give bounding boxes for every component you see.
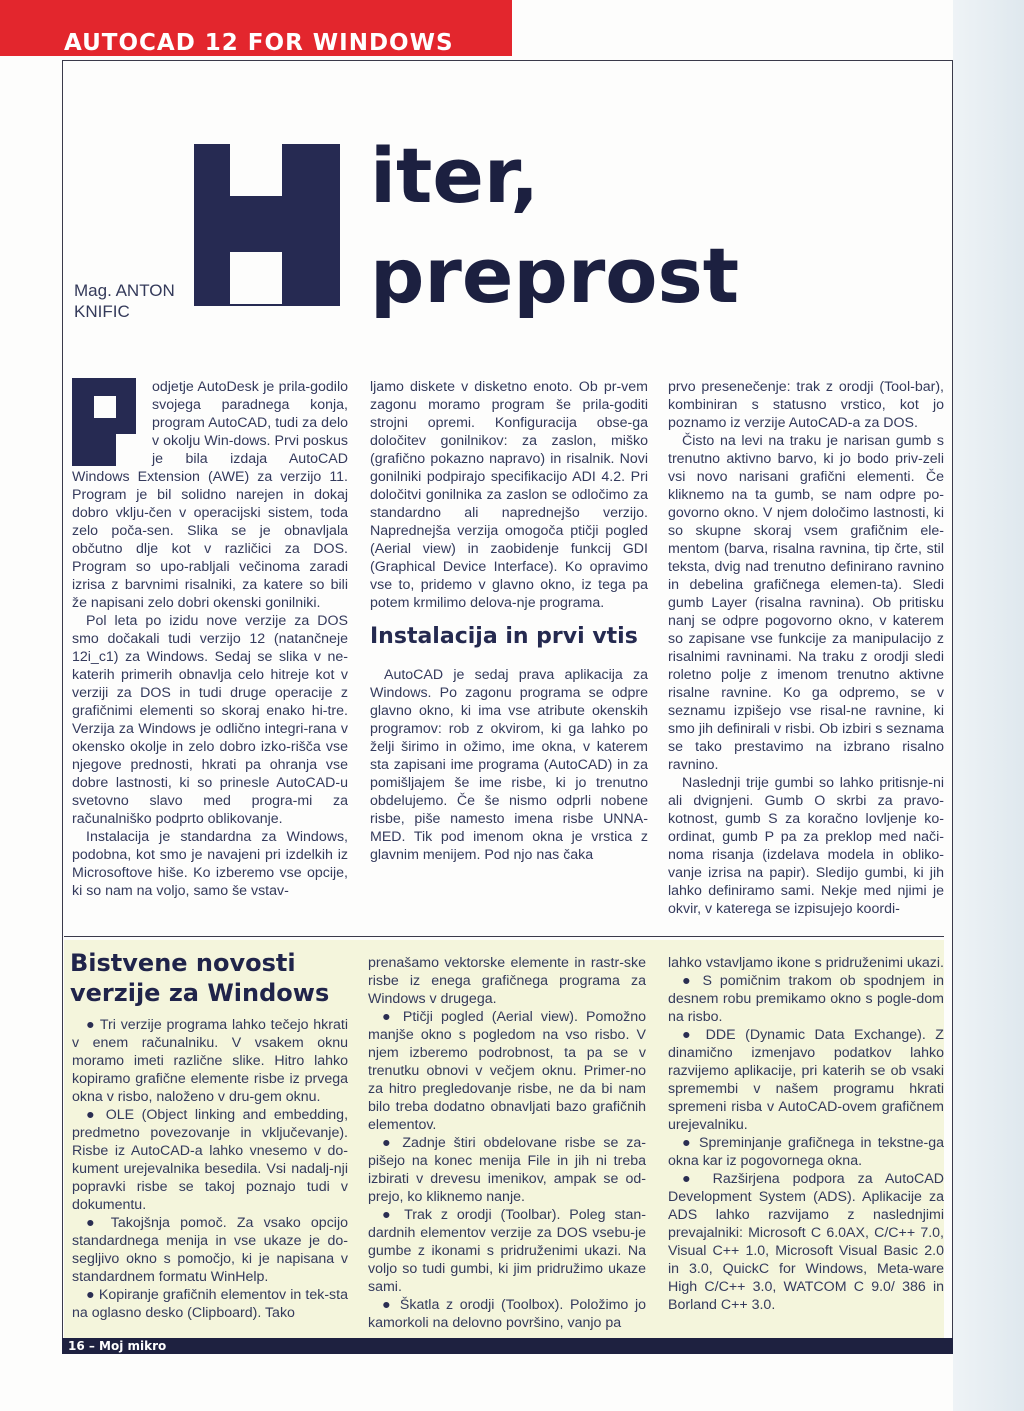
section-divider [64, 936, 944, 937]
author-line-1: Mag. ANTON [74, 281, 175, 300]
page-footer [62, 1338, 953, 1354]
author-line-2: KNIFIC [74, 302, 130, 321]
paragraph: Instalacija je standardna za Windows, podobna, kot smo je navajeni pri izdelkih iz Microsoftove hiše. Ko izberemo vse opcije, ki so nam na voljo, samo še vstav- [72, 829, 348, 899]
bullet-item: ● OLE (Object linking and embedding, predmetno povezovanje in vključevanje). Risbe iz AutoCAD-a lahko vnesemo v do-kument urejevalnika besedila. Vsi nadalj-nji popravki risbe se takoj poznajo tudi v dokumentu. [72, 1107, 349, 1213]
title-line-2: preprost [370, 231, 740, 320]
bullet-icon: ● [382, 1135, 395, 1151]
bullet-item: ● Razširjena podpora za AutoCAD Development System (ADS). Aplikacije za ADS lahko razvijamo z naslednjimi prevajalniki: Microsoft C 6.0AX, C/C++ 7.0, Visual C++ 1.0, Microsoft Visual Basic 2.0 in 3.0, QuickC for Windows, Meta-ware High C/C++ 3.0, WATCOM C 9.0/ 386 in Borland C++ 3.0. [668, 1171, 944, 1313]
article-column-3 [668, 378, 944, 918]
paragraph: ljamo diskete v disketno enoto. Ob pr-vem zagonu moramo program še prila-goditi strojni opremi. Konfiguracija obse-ga določitev gonilnikov: za zaslon, miško (grafično pokazno napravo) in risalnik. Novi gonilniki podpirajo specifikacijo ADI 4.2. Pri določitvi gonilnika za zaslon se odločimo za standardno ali naprednejšo verzijo. Naprednejša verzija omogoča ptičji pogled (Aerial view) in zaobidenje funkcij GDI (Graphical Device Interface). Ko opravimo vse to, pridemo v glavno okno, iz tega pa potem krmilimo delova-nje programa. [370, 379, 648, 611]
bullet-item: ● Tri verzije programa lahko tečejo hkrati v enem računalniku. V vsakem oknu moramo imeti različne slike. Hitro lahko kopiramo grafične elemente risbe iz prvega okna v risbo, naloženo v dru-gem oknu. [72, 1017, 348, 1105]
bullet-item: ● DDE (Dynamic Data Exchange). Z dinamično izmenjavo podatkov lahko razvijemo aplikacije, pri katerih se ob vsaki spremembi v našem programu hkrati spremeni risba v AutoCAD-ovem grafičnem urejevalniku. [668, 1027, 944, 1133]
bullet-item: ● Takojšnja pomoč. Za vsako opcijo standardnega menija in vse ukaze je do-segljivo okno s pomočjo, ki je napisana v standardnem formatu WinHelp. [72, 1215, 348, 1285]
bullet-continuation: prenašamo vektorske elemente in rastr-ske risbe iz enega grafičnega programa za Windows v drugega. [368, 955, 646, 1007]
title-initial-h [194, 144, 340, 306]
section-label: AUTOCAD 12 FOR WINDOWS [64, 30, 454, 56]
box-heading [70, 948, 329, 1008]
bullet-item: ● S pomičnim trakom ob spodnjem in desnem robu premikamo okno s pogle-dom na risbo. [668, 973, 944, 1025]
bullet-icon: ● [86, 1017, 96, 1033]
bullet-icon: ● [682, 1171, 700, 1187]
paragraph: odjetje AutoDesk je prila-godilo svojega paradnega konja, program AutoCAD, tudi za delo v okolju Win-dows. Prvi poskus je bila izdaja AutoCAD Windows Extension (AWE) za verzijo 11. Program je bil solidno narejen in dokaj dobro vklju-čen v operacijski sistem, toda zelo poča-sen. Slika se je obnavljala občutno dlje kot v različici za DOS. Program so upo-rabljali večinoma zaradi izrisa z barvnimi risalniki, za katere so bili že napisani zelo dobri okenski gonilniki. [72, 379, 348, 611]
paragraph: AutoCAD je sedaj prava aplikacija za Windows. Po zagonu programa se odpre glavno okno, ki ima vse atribute okenskih programov: rob z okvirom, ki ga lahko po želji širimo in ožimo, ime okna, v katerem sta zapisani ime programa (AutoCAD) in za pomišljajem še ime risbe, ki jo trenutno obdelujemo. Če še nismo odprli nobene risbe, piše namesto imena risbe UNNA-MED. Tik pod imenom okna je vrstica z glavnim menijem. Pod njo nas čaka [370, 667, 648, 863]
bullet-icon: ● [382, 1207, 396, 1223]
bullet-icon: ● [682, 973, 695, 989]
author [74, 280, 175, 322]
bullet-continuation: lahko vstavljamo ikone s pridruženimi ukazi. [668, 955, 944, 971]
page-edge [953, 0, 1024, 1411]
article-column-1 [72, 378, 348, 900]
paragraph: Pol leta po izidu nove verzije za DOS smo dočakali tudi verzijo 12 (natančneje 12i_c1) za Windows. Sedaj se slika v ne-katerih primerih obnavlja celo hitreje kot v verziji za DOS in tudi druge operacije z grafičnimi elementi so skoraj enako hi-tre. Verzija za Windows je odlično integri-rana v okensko okolje in zelo dobro izko-rišča vse njegove prednosti, hkrati pa ohranja vse dobre lastnosti, ki so prinesle AutoCAD-u svetovno slavo med progra-mi za računalniško podprto oblikovanje. [72, 613, 348, 827]
drop-cap-p [72, 378, 142, 466]
bullet-item: ● Škatla z orodji (Toolbox). Položimo jo kamorkoli na delovno površino, vanjo pa [368, 1297, 646, 1331]
subheading: Instalacija in prvi vtis [370, 624, 638, 649]
bullet-item: ● Spreminjanje grafičnega in tekstne-ga okna kar iz pogovornega okna. [668, 1135, 944, 1169]
bullet-icon: ● [86, 1287, 95, 1303]
box-column-2 [368, 954, 646, 1332]
bullet-item: ● Zadnje štiri obdelovane risbe se za-pišejo na konec menija File in jih ni treba izbirati v drevesu imenikov, ampak se od-prejo, ko kliknemo nanje. [368, 1135, 646, 1205]
paragraph: prvo presenečenje: trak z orodji (Tool-bar), kombiniran s statusno vrstico, kot jo poznamo iz verzije AutoCAD-a za DOS. [668, 379, 944, 431]
box-column-1 [72, 1016, 348, 1322]
page-number-label: 16 – Moj mikro [68, 1339, 167, 1353]
box-column-3 [668, 954, 944, 1314]
article-column-2 [370, 378, 648, 864]
box-heading-line-1: Bistvene novosti [70, 949, 296, 977]
bullet-icon: ● [382, 1297, 394, 1313]
box-heading-line-2: verzije za Windows [70, 979, 330, 1007]
bullet-icon: ● [86, 1107, 99, 1123]
bullet-item: ● Ptičji pogled (Aerial view). Pomožno manjše okno s pogledom na vso risbo. V njem izberemo podrobnost, ta pa se v trenutku obnovi v večjem oknu. Primer-no za hitro pregledovanje risbe, ne da bi nam bilo treba dodatno obnavljati bazo grafičnih elementov. [368, 1009, 646, 1133]
paragraph: Naslednji trije gumbi so lahko pritisnje-ni ali dvignjeni. Gumb O skrbi za pravo-kotnost, gumb S za koračno lovljenje ko-ordinat, gumb P pa za preklop med nači-noma risanja (izdelava modela in obliko-vanje izrisa na papir). Sledijo gumbi, ki jih lahko definiramo sami. Nekje med njimi je okvir, v katerega se izpisujejo koordi- [668, 775, 944, 917]
bullet-item: ● Trak z orodji (Toolbar). Poleg stan-dardnih elementov verzije za DOS vsebu-je gumbe z ikonami s pridruženimi ukazi. Na voljo so tudi gumbi, ki jim pridružimo ukaze sami. [368, 1207, 647, 1295]
title-line-1: iter, [370, 131, 540, 220]
bullet-icon: ● [86, 1215, 101, 1231]
bullet-icon: ● [682, 1027, 697, 1043]
paragraph: Čisto na levi na traku je narisan gumb s trenutno aktivno barvo, ki jo bodo priv-zeli vsi novo narisani grafični elementi. Če kliknemo na ta gumb, se nam odpre po-govorno okno. V njem določimo lastnosti, ki so skupne skoraj vsem grafičnim ele-mentom (barva, risalna ravnina, tip črte, stil teksta, dvig nad trenutno definirano ravnino in debelina grafičnega elemen-ta). Sledi gumb Layer (risalna ravnina). Ob pritisku nanj se odpre pogovorno okno, v katerem so zapisane vse funkcije za manipulacijo z risalnimi ravninami. Na traku z orodji sledi roletno polje z imenom trenutno aktivne risalne ravnine. Ko ga odpremo, se v seznamu izpišejo vse risal-ne ravnine, ki smo jih definirali v risbi. Ob izbiri s seznama se tako prestavimo na izbrano risalno ravnino. [668, 433, 944, 773]
bullet-icon: ● [682, 1135, 693, 1151]
bullet-icon: ● [382, 1009, 395, 1025]
bullet-item: ● Kopiranje grafičnih elementov in tek-sta na oglasno desko (Clipboard). Tako [72, 1287, 348, 1321]
